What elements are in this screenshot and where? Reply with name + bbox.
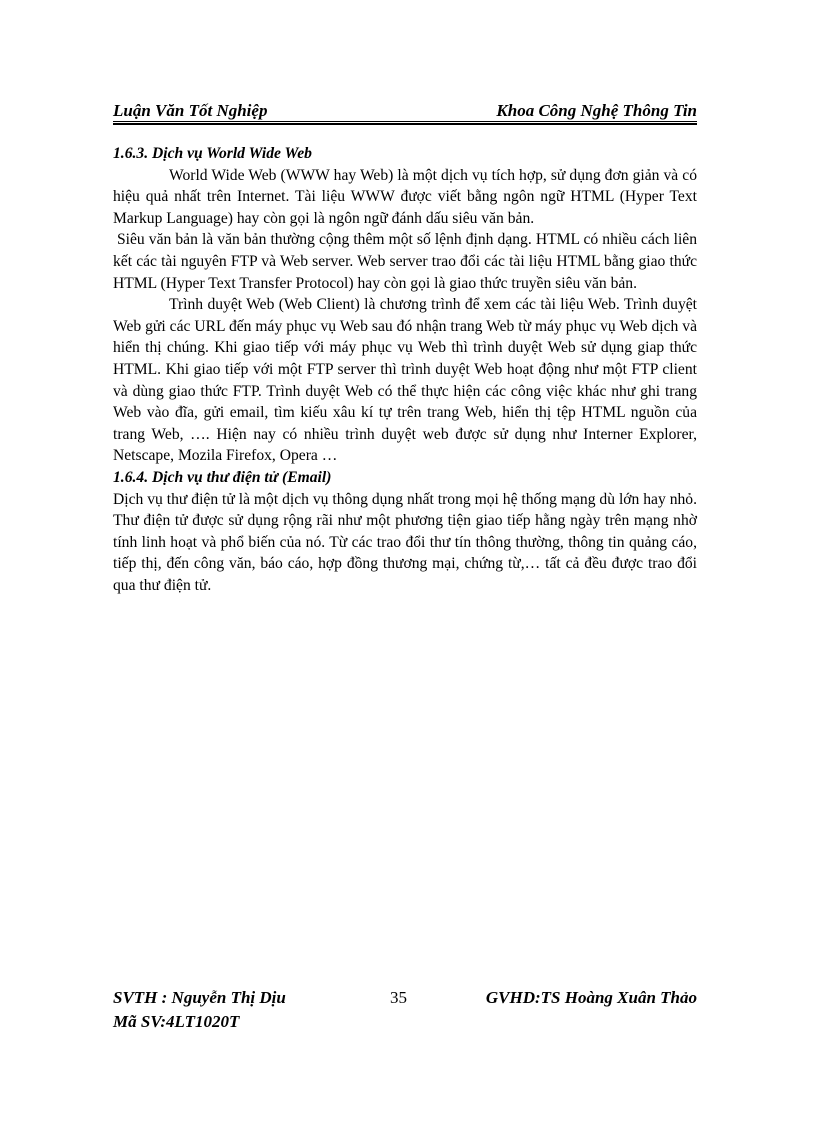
header-rule [113,121,697,122]
footer-row [113,986,697,1010]
page-body [113,143,697,596]
page-footer [113,986,697,1034]
footer-student-name: SVTH : Nguyễn Thị Dịu [113,988,286,1007]
footer-advisor: GVHD:TS Hoàng Xuân Thảo [485,988,697,1007]
footer-student-id: Mã SV:4LT1020T [113,1012,240,1031]
footer-row-id [113,1010,697,1034]
header-faculty: Khoa Công Nghệ Thông Tin [496,101,697,120]
paragraph-web-client: Trình duyệt Web (Web Client) là chương trình để xem các tài liệu Web. Trình duyệt Web gửi các URL đến máy phục vụ Web sau đó nhận trang Web từ máy phục vụ Web dịch và hiển thị chúng. Khi giao tiếp với máy phục vụ Web thì trình duyệt Web sử dụng giap thức HTML. Khi giao tiếp với một FTP server thì trình duyệt Web hoạt động như một FTP client và dùng giao thức FTP. Trình duyệt Web có thể thực hiện các công việc khác như ghi trang Web vào đĩa, gửi email, tìm kiếu xâu kí tự trên trang Web, hiển thị tệp HTML nguồn của trang Web, …. Hiện nay có nhiều trình duyệt web được sử dụng như Interner Explorer, Netscape, Mozila Firefox, Opera … [113,296,697,465]
header-rule-thick [113,123,697,125]
paragraph-hypertext: Siêu văn bản là văn bản thường cộng thêm một số lệnh định dạng. HTML có nhiều cách liên kết các tài nguyên FTP và Web server. Web server trao đổi các tài liệu HTML bằng giao thức HTML (Hyper Text Transfer Protocol) hay còn gọi là giao thức truyền siêu văn bản. [113,231,697,292]
header-thesis-title: Luận Văn Tốt Nghiệp [113,101,268,120]
section-heading-www: 1.6.3. Dịch vụ World Wide Web [113,145,312,162]
paragraph-www-intro: World Wide Web (WWW hay Web) là một dịch vụ tích hợp, sử dụng đơn giản và có hiệu quả nhất trên Internet. Tài liệu WWW được viết bằng ngôn ngữ HTML (Hyper Text Markup Language) hay còn gọi là ngôn ngữ đánh dấu siêu văn bản. [113,166,697,227]
page-number: 35 [390,988,407,1007]
paragraph-email: Dịch vụ thư điện tử là một dịch vụ thông dụng nhất trong mọi hệ thống mạng dù lớn hay nhỏ. Thư điện tử được sử dụng rộng rãi như một phương tiện giao tiếp hằng ngày trên mạng nhờ tính linh hoạt và phổ biến của nó. Từ các trao đổi thư tín thông thường, thông tin quảng cáo, tiếp thị, đến công văn, báo cáo, hợp đồng thương mại, chứng từ,… tất cả đều được trao đổi qua thư điện tử. [113,490,697,594]
page-header [113,97,697,121]
section-heading-email: 1.6.4. Dịch vụ thư điện tử (Email) [113,468,332,486]
